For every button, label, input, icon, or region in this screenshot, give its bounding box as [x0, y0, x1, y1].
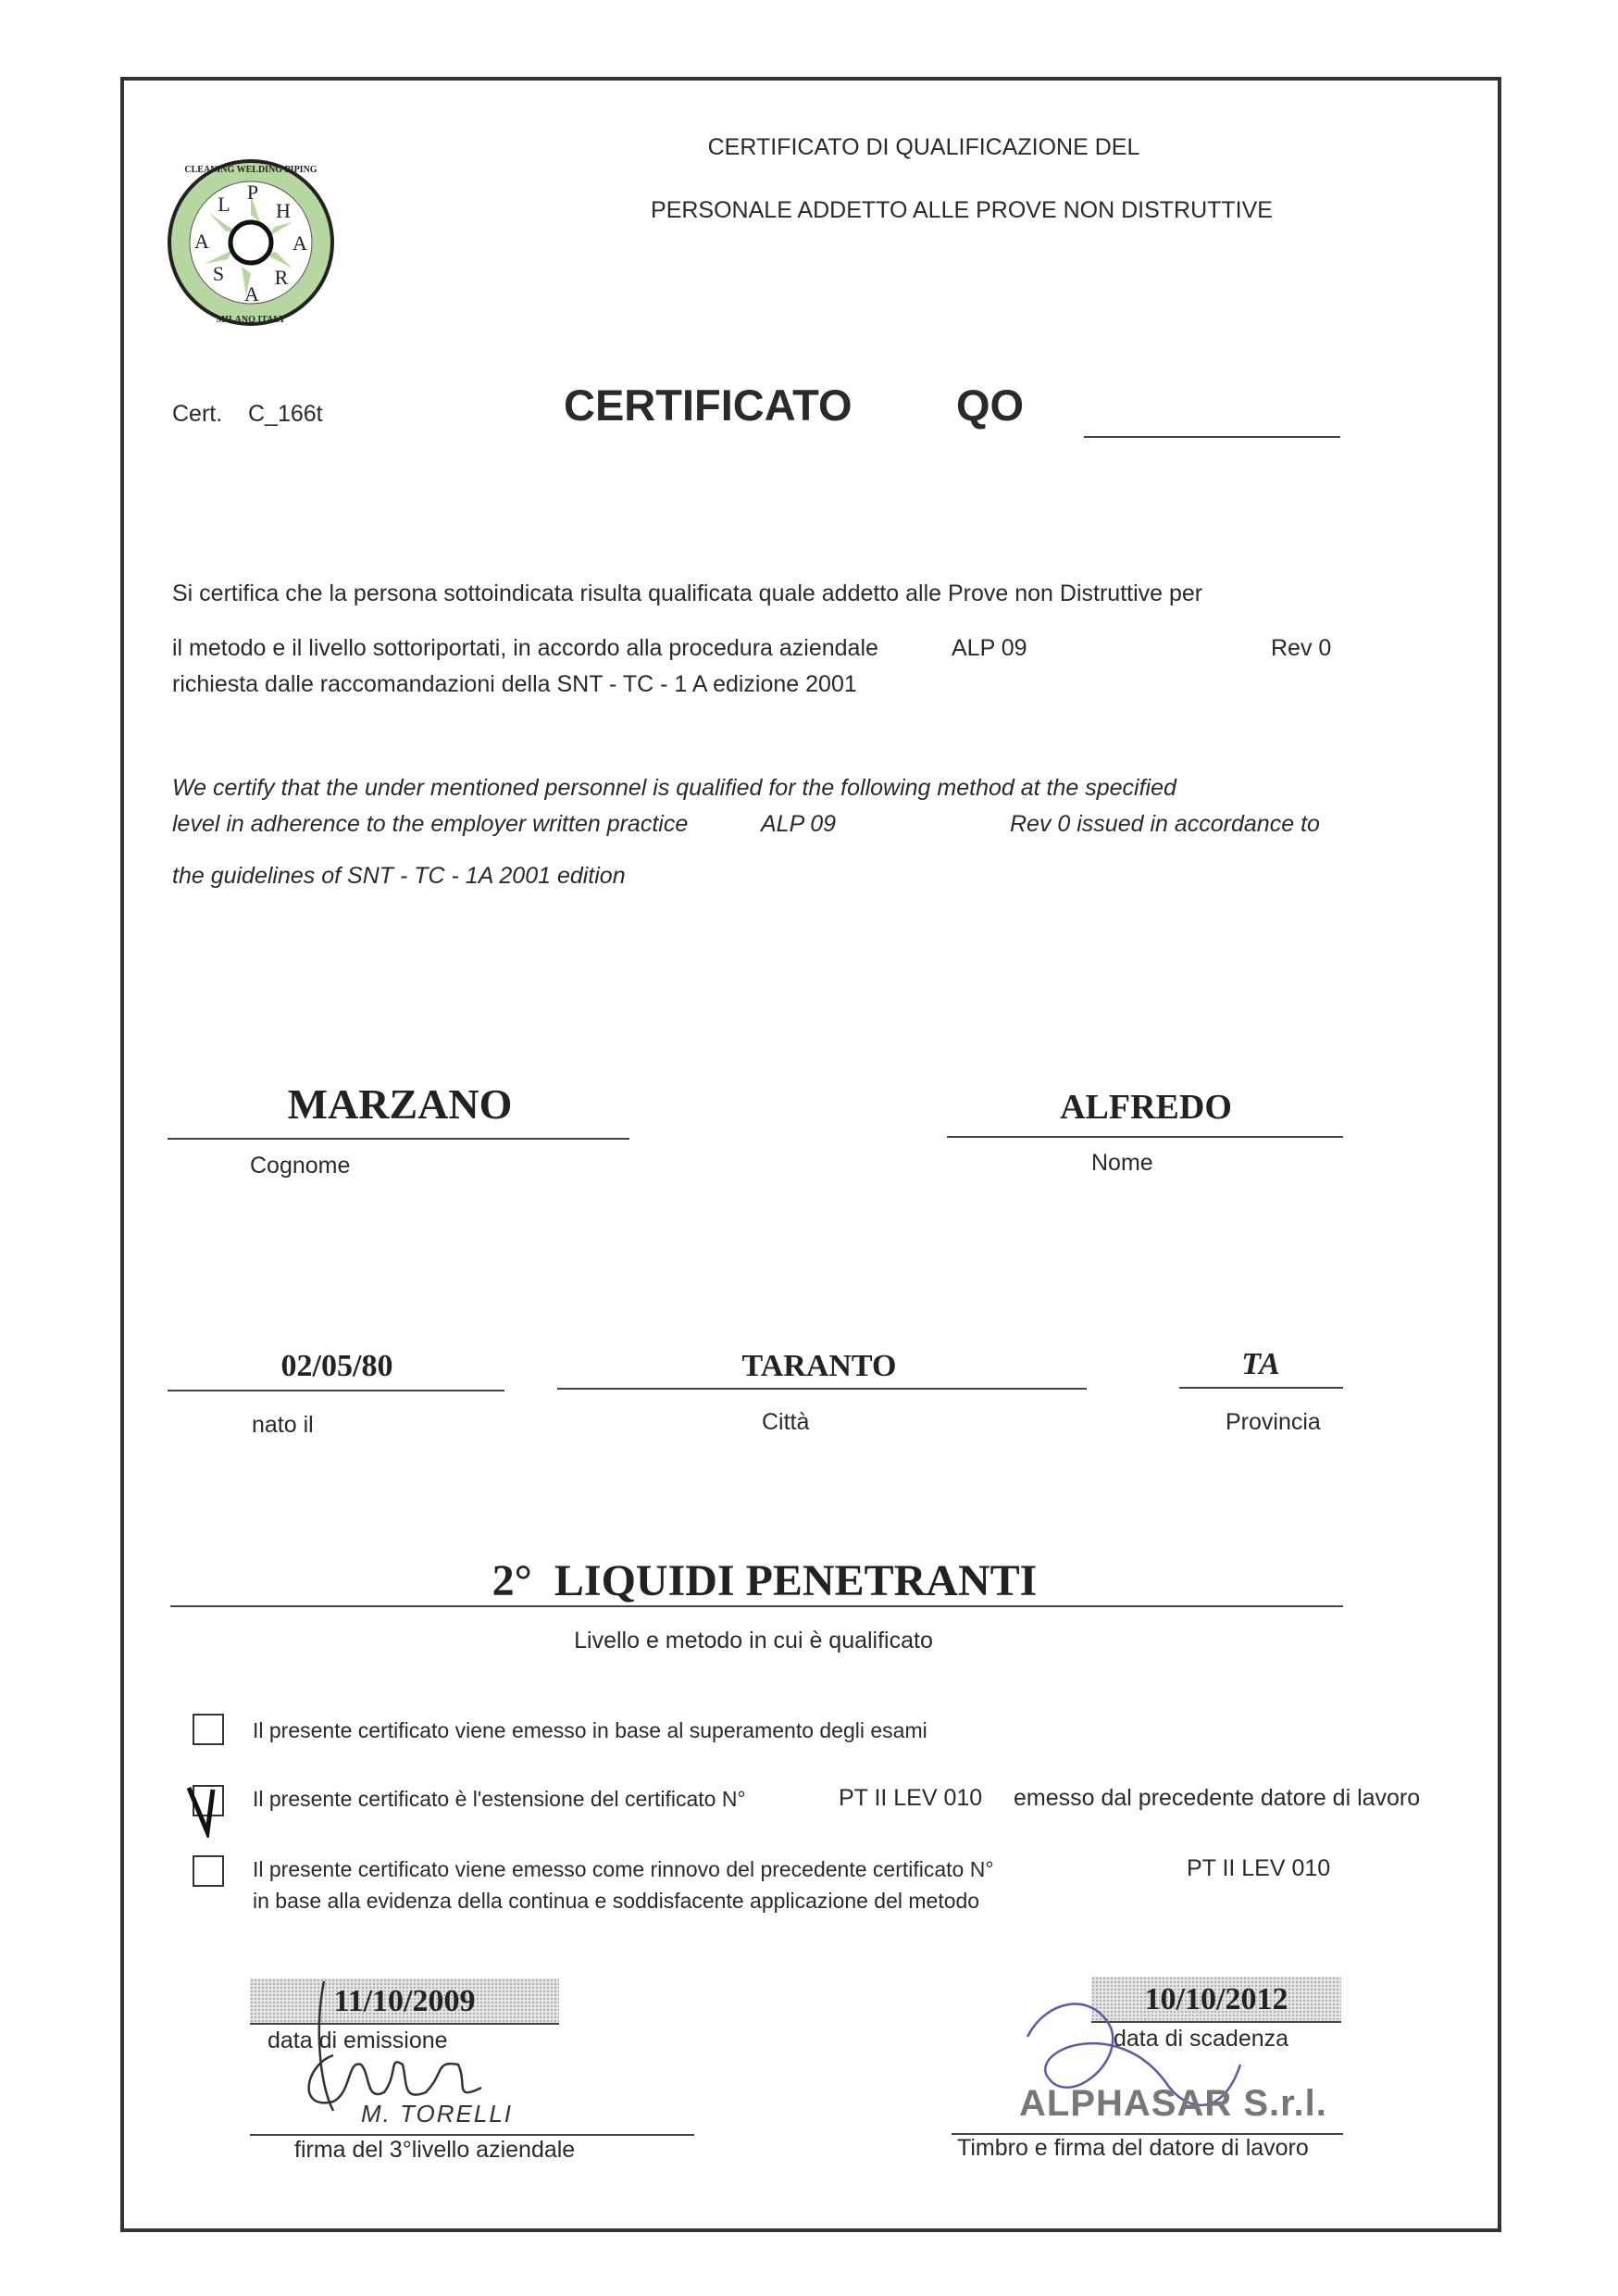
birth-date-label: nato il [252, 1412, 314, 1438]
left-signature-label: firma del 3°livello aziendale [294, 2137, 576, 2163]
name-label: Nome [1091, 1150, 1153, 1176]
header-line-1: CERTIFICATO DI QUALIFICAZIONE DEL [707, 134, 1140, 160]
company-stamp: ALPHASAR S.r.l. [1019, 2083, 1327, 2124]
italian-line-1: Si certifica che la persona sottoindicata risulta qualificata quale addetto alle Prove non Distruttive per [172, 580, 1203, 606]
cert-code: C_166t [248, 401, 323, 427]
option-renewal-line-2: in base alla evidenza della continua e soddisfacente applicazione del metodo [253, 1889, 980, 1913]
svg-text:CLEANING WELDING PIPING: CLEANING WELDING PIPING [184, 165, 317, 175]
city-value: TARANTO [741, 1349, 897, 1383]
option-renewal-text: Il presente certificato viene emesso come rinnovo del precedente certificato N° [253, 1857, 994, 1881]
header-line-2: PERSONALE ADDETTO ALLE PROVE NON DISTRUTTIVE [651, 197, 1273, 223]
birth-date-line [168, 1390, 504, 1391]
right-signature-label: Timbro e firma del datore di lavoro [957, 2135, 1309, 2161]
italian-line-3: richiesta dalle raccomandazioni della SNT - TC - 1 A edizione 2001 [172, 671, 857, 697]
svg-text:P: P [246, 181, 259, 204]
certificate-title: CERTIFICATO [564, 381, 853, 430]
option-extension-text: Il presente certificato è l'estensione del certificato N° [253, 1787, 746, 1811]
english-line-1: We certify that the under mentioned personnel is qualified for the following method at the specified [172, 775, 1176, 801]
option-extension-cert: PT II LEV 010 [839, 1785, 983, 1811]
qualification-value: 2° LIQUIDI PENETRANTI [492, 1556, 1038, 1605]
option-exam-text: Il presente certificato viene emesso in base al superamento degli esami [253, 1718, 927, 1742]
province-line [1179, 1387, 1343, 1389]
option-renewal-checkbox[interactable] [193, 1855, 224, 1887]
italian-rev: Rev 0 [1271, 635, 1332, 661]
svg-text:A: A [292, 231, 307, 255]
province-label: Provincia [1226, 1409, 1321, 1435]
issue-date-value: 11/10/2009 [250, 1978, 559, 2025]
qualification-label: Livello e metodo in cui è qualificato [574, 1628, 933, 1653]
qo-line [1084, 436, 1340, 438]
cert-label: Cert. [172, 401, 223, 427]
svg-text:S: S [212, 262, 225, 285]
english-line-3: the guidelines of SNT - TC - 1A 2001 edition [172, 863, 626, 889]
signer-name: M. TORELLI [361, 2100, 514, 2128]
birth-date-value: 02/05/80 [280, 1349, 393, 1383]
italian-line-2: il metodo e il livello sottoriportati, in accordo alla procedura aziendale [172, 635, 878, 661]
svg-text:R: R [274, 266, 289, 289]
svg-text:L: L [218, 193, 230, 216]
check-mark-icon [185, 1782, 231, 1838]
name-line [947, 1136, 1343, 1138]
svg-text:MILANO ITALY: MILANO ITALY [216, 315, 286, 325]
surname-line [168, 1138, 629, 1140]
expiry-date-label: data di scadenza [1114, 2026, 1289, 2052]
city-label: Città [762, 1409, 810, 1435]
option-extension-suffix: emesso dal precedente datore di lavoro [1014, 1785, 1421, 1811]
alphasar-logo [163, 157, 339, 329]
issue-date-label: data di emissione [268, 2028, 448, 2053]
province-value: TA [1241, 1347, 1280, 1381]
italian-procedure: ALP 09 [952, 635, 1027, 661]
english-rev: Rev 0 issued in accordance to [1010, 811, 1320, 837]
surname-label: Cognome [250, 1153, 351, 1179]
option-exam-checkbox[interactable] [193, 1714, 224, 1745]
qualification-line [170, 1605, 1343, 1607]
svg-text:A: A [194, 230, 209, 253]
english-line-2: level in adherence to the employer written practice [172, 811, 689, 837]
english-procedure: ALP 09 [761, 811, 837, 837]
expiry-date-value: 10/10/2012 [1091, 1977, 1341, 2023]
svg-text:H: H [276, 199, 291, 222]
name-value: ALFREDO [1060, 1088, 1232, 1127]
surname-value: MARZANO [287, 1080, 513, 1128]
left-signature-line [250, 2134, 694, 2136]
svg-text:A: A [244, 282, 259, 306]
certificate-qo: QO [956, 381, 1025, 430]
city-line [557, 1388, 1087, 1390]
option-renewal-cert: PT II LEV 010 [1187, 1855, 1331, 1881]
